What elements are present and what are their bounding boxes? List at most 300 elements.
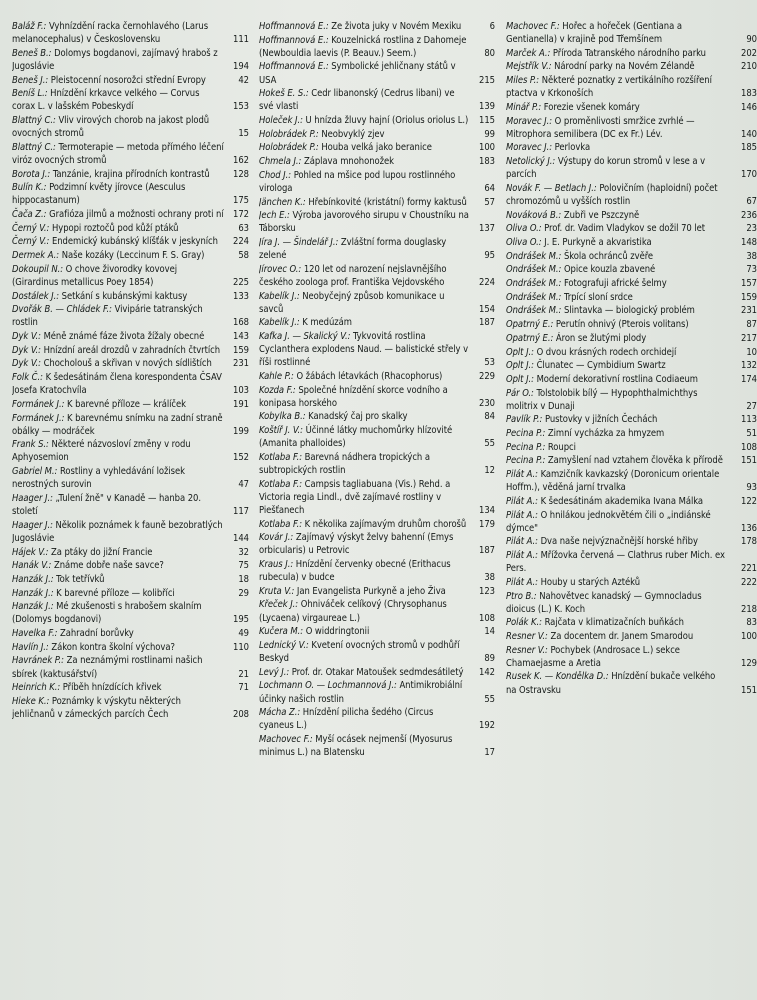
entry-page-number: 175 <box>233 195 249 207</box>
entry-author: Pilát A.: <box>506 536 538 548</box>
index-entry <box>12 290 253 303</box>
index-entry <box>12 344 253 357</box>
entry-author: Opatrný E.: <box>506 332 554 344</box>
entry-page-number: 42 <box>238 74 249 86</box>
entry-title: Zajímavý výskyt želvy bahenní (Emys orbicularis) u Petrovic <box>259 532 454 557</box>
index-entry <box>259 34 499 60</box>
entry-page-number: 159 <box>233 344 249 356</box>
entry-author: Holeček J.: <box>259 115 303 127</box>
entry-author: Havlín J.: <box>12 641 49 653</box>
entry-page-number: 179 <box>479 518 495 530</box>
index-entry <box>506 47 757 60</box>
entry-author: Kotlaba F.: <box>259 451 302 463</box>
entry-page-number: 38 <box>484 572 495 584</box>
entry-page-number: 199 <box>233 425 249 437</box>
index-entry <box>506 222 757 235</box>
entry-title: J. E. Purkyně a akvaristika <box>544 237 652 249</box>
entry-page-number: 47 <box>238 479 249 491</box>
entry-page-number: 192 <box>479 720 495 732</box>
entry-page-number: 154 <box>479 303 495 315</box>
entry-title: K několika zajímavým druhům chorošů <box>304 518 467 530</box>
index-entry <box>259 518 499 531</box>
entry-author: Chod J.: <box>259 169 292 181</box>
entry-title: O widdringtonii <box>305 626 370 638</box>
entry-title: Tok tetřívků <box>56 573 105 585</box>
entry-author: Křeček J.: <box>259 599 299 611</box>
entry-author: Haager J.: <box>12 519 53 531</box>
entry-author: Pavlík P.: <box>506 414 543 426</box>
entry-page-number: 187 <box>479 317 495 329</box>
entry-page-number: 90 <box>746 34 757 46</box>
entry-page-number: 117 <box>233 506 249 518</box>
entry-title: Hnízdění bukače velkého na Ostravsku <box>506 671 716 696</box>
index-entry <box>12 695 253 721</box>
entry-page-number: 32 <box>238 546 249 558</box>
entry-page-number: 231 <box>741 305 757 317</box>
entry-author: Oplt J.: <box>506 373 534 385</box>
index-entry <box>259 639 499 665</box>
entry-page-number: 148 <box>741 237 757 249</box>
index-entry <box>506 509 757 535</box>
index-entry <box>259 585 499 598</box>
entry-page-number: 55 <box>484 693 495 705</box>
entry-title: Cedr libanonský (Cedrus libani) ve své vlasti <box>259 88 455 113</box>
entry-author: Hoffmannová E.: <box>259 61 329 73</box>
entry-title: Tanzánie, krajina přírodních kontrastů <box>52 168 210 180</box>
entry-author: Pecina P.: <box>506 428 546 440</box>
index-entry <box>12 87 253 113</box>
entry-author: Haager J.: <box>12 492 53 504</box>
entry-page-number: 84 <box>484 411 495 423</box>
index-entry <box>259 169 499 195</box>
index-entry <box>259 370 499 383</box>
index-entry <box>259 451 499 477</box>
index-entry <box>506 263 757 276</box>
entry-author: Moravec J.: <box>506 115 553 127</box>
index-entry <box>259 330 499 369</box>
entry-title: Vliv virových chorob na jakost plodů ovocných stromů <box>12 115 210 140</box>
entry-author: Černý V.: <box>12 236 50 248</box>
entry-page-number: 218 <box>741 603 757 615</box>
entry-title: Moderní dekorativní rostlina Codiaeum <box>536 373 698 385</box>
entry-page-number: 170 <box>741 169 757 181</box>
entry-author: Blattný C.: <box>12 141 56 153</box>
entry-page-number: 27 <box>746 400 757 412</box>
entry-author: Hanzák J.: <box>12 573 54 585</box>
index-entry <box>506 318 757 331</box>
entry-page-number: 93 <box>746 482 757 494</box>
entry-title: Hypopi roztočů pod kůží ptáků <box>51 222 179 234</box>
index-entry <box>506 182 757 208</box>
entry-title: Za neznámými rostlinami našich sbírek (kaktusářství) <box>12 655 203 680</box>
entry-author: Resner V.: <box>506 644 548 656</box>
entry-author: Havelka F.: <box>12 628 58 640</box>
index-entry <box>506 413 757 426</box>
entry-author: Pilát A.: <box>506 509 538 521</box>
entry-author: Hokeš E. S.: <box>259 88 309 100</box>
entry-title: Za docentem dr. Janem Smarodou <box>550 631 694 642</box>
entry-title: U hnízda žluvy hajní (Oriolus oriolus L.) <box>305 115 469 127</box>
entry-title: Hnízdění krkavce velkého — Corvus corax L. v lašském Pobeskydí <box>12 88 200 113</box>
index-entry <box>12 600 253 626</box>
index-entry <box>259 155 499 168</box>
entry-author: Gabriel M.: <box>12 466 58 478</box>
entry-author: Dokoupil N.: <box>12 263 63 275</box>
index-entry <box>506 387 757 413</box>
entry-author: Dyk V.: <box>12 331 41 343</box>
index-entry <box>12 263 253 289</box>
entry-author: Beneš B.: <box>12 47 52 59</box>
entry-author: Kobylka B.: <box>259 411 306 423</box>
entry-page-number: 225 <box>233 276 249 288</box>
entry-page-number: 29 <box>238 587 249 599</box>
entry-title: Kouzelnická rostlina z Dahomeje (Newbouldia laevis (P. Beauv.) Seem.) <box>259 34 467 59</box>
entry-author: Pilát A.: <box>506 469 538 481</box>
entry-author: Marček A.: <box>506 47 551 59</box>
entry-author: Dostálek J.: <box>12 290 60 302</box>
entry-page-number: 23 <box>746 223 757 235</box>
entry-author: Mejstřík V.: <box>506 61 552 73</box>
index-entry <box>506 141 757 154</box>
entry-title: Barevná nádhera tropických a subtropických rostlin <box>259 451 430 476</box>
entry-title: Nahovětvec kanadský — Gymnocladus dioicus (L.) K. Koch <box>506 590 702 615</box>
entry-title: Rostliny a vyhledávání ložisek nerostných surovin <box>12 466 185 491</box>
entry-author: Havránek P.: <box>12 655 64 667</box>
entry-author: Mácha Z.: <box>259 707 301 719</box>
index-entry <box>12 559 253 572</box>
index-entry <box>259 290 499 316</box>
index-entry <box>506 346 757 359</box>
index-entry <box>259 531 499 557</box>
entry-author: Dyk V.: <box>12 344 41 356</box>
entry-page-number: 132 <box>741 360 757 372</box>
entry-author: Ondrášek M.: <box>506 250 562 262</box>
index-entry <box>12 168 253 181</box>
entry-page-number: 58 <box>238 250 249 262</box>
index-entry <box>12 141 253 167</box>
entry-author: Folk Č.: <box>12 372 43 384</box>
entry-page-number: 108 <box>741 441 757 453</box>
index-entry <box>506 549 757 575</box>
entry-page-number: 224 <box>479 276 495 288</box>
entry-page-number: 21 <box>238 668 249 680</box>
entry-page-number: 185 <box>741 142 757 154</box>
entry-author: Rusek K. — Kondělka D.: <box>506 671 609 683</box>
entry-title: Poznámky k výskytu některých jehličnanů v zámeckých parcích Čech <box>12 695 181 720</box>
entry-title: Méně známé fáze života žížaly obecné <box>43 331 205 343</box>
entry-page-number: 89 <box>484 653 495 665</box>
entry-title: O dvou krásných rodech orchidejí <box>536 346 677 358</box>
entry-title: Vyhnízdění racka černohlavého (Larus melanocephalus) v Československu <box>12 21 209 46</box>
entry-page-number: 14 <box>484 626 495 638</box>
entry-title: Hnízdění červenky obecné (Erithacus rubecula) v budce <box>259 559 451 584</box>
entry-author: Opatrný E.: <box>506 319 554 331</box>
entry-title: Campsis tagliabuana (Vis.) Rehd. a Victoria regia Lindl., dvě zajímavé rostliny v Piešťanech <box>259 478 451 516</box>
entry-page-number: 99 <box>484 128 495 140</box>
index-entry <box>12 303 253 329</box>
index-entry <box>12 654 253 680</box>
entry-author: Hanzák J.: <box>12 601 54 613</box>
index-entry <box>259 679 499 705</box>
entry-page-number: 153 <box>233 101 249 113</box>
entry-author: Kruta V.: <box>259 585 295 597</box>
index-entry <box>12 181 253 207</box>
entry-title: Mé zkušenosti s hrabošem skalním (Dolomys bogdanovi) <box>12 601 202 626</box>
entry-page-number: 143 <box>233 331 249 343</box>
entry-author: Kučera M.: <box>259 626 304 638</box>
entry-author: Dermek A.: <box>12 250 60 262</box>
entry-author: Pecina P.: <box>506 455 546 467</box>
entry-page-number: 172 <box>233 209 249 221</box>
entry-author: Moravec J.: <box>506 142 553 154</box>
entry-author: Miles P.: <box>506 75 540 87</box>
entry-page-number: 71 <box>238 682 249 694</box>
index-entry <box>259 384 499 410</box>
entry-page-number: 87 <box>746 319 757 331</box>
index-entry <box>259 263 499 289</box>
entry-page-number: 194 <box>233 60 249 72</box>
entry-page-number: 215 <box>479 74 495 86</box>
entry-title: Některé názvosloví změny v rodu Aphyosemion <box>12 439 191 464</box>
entry-title: K barevné příloze — králíček <box>67 398 186 410</box>
entry-title: Setkání s kubánskými kaktusy <box>61 290 188 302</box>
index-entry <box>259 598 499 624</box>
entry-author: Pilát A.: <box>506 495 538 507</box>
index-entry <box>259 128 499 141</box>
entry-author: Lednický V.: <box>259 639 309 651</box>
index-entry <box>506 155 757 181</box>
entry-author: Kabelík J.: <box>259 317 300 329</box>
entry-title: Pleistocenní nosorožci střední Evropy <box>50 74 206 86</box>
index-entry <box>506 60 757 73</box>
index-entry <box>259 706 499 732</box>
entry-page-number: 108 <box>479 612 495 624</box>
index-entry <box>12 546 253 559</box>
entry-page-number: 144 <box>233 532 249 544</box>
entry-author: Ondrášek M.: <box>506 278 562 290</box>
entry-title: Mřížovka červená — Clathrus ruber Mich. ex Pers. <box>506 550 725 575</box>
index-entry <box>506 20 757 46</box>
entry-title: Polovičním (haploidní) počet chromozómů u vyšších rostlin <box>506 182 718 207</box>
index-entry <box>506 373 757 386</box>
entry-title: Slintavka — biologický problém <box>563 305 695 317</box>
entry-title: Symbolické jehličnany států v USA <box>259 61 456 86</box>
index-entry <box>12 587 253 600</box>
entry-title: Za ptáky do jižní Francie <box>51 546 153 558</box>
entry-page-number: 80 <box>484 47 495 59</box>
entry-page-number: 157 <box>741 278 757 290</box>
entry-author: Borota J.: <box>12 168 51 180</box>
entry-page-number: 73 <box>746 264 757 276</box>
entry-author: Pár O.: <box>506 387 534 399</box>
entry-page-number: 231 <box>233 358 249 370</box>
entry-author: Kotlaba F.: <box>259 518 302 530</box>
entry-page-number: 236 <box>741 209 757 221</box>
entry-title: Áron se žlutými plody <box>555 332 647 344</box>
entry-author: Dyk V.: <box>12 358 41 370</box>
entry-title: K šedesátinám člena korespondenta ČSAV Josefa Kratochvíla <box>12 372 222 397</box>
index-entry <box>12 20 253 46</box>
entry-title: Neobyčejný způsob komunikace u savců <box>259 290 445 315</box>
entry-page-number: 103 <box>233 385 249 397</box>
entry-author: Resner V.: <box>506 631 548 642</box>
entry-page-number: 111 <box>233 34 249 46</box>
entry-author: Kozda F.: <box>259 384 296 396</box>
entry-page-number: 151 <box>741 455 757 467</box>
index-entry <box>506 332 757 345</box>
entry-title: Perutín ohnivý (Pterois volitans) <box>555 319 689 331</box>
entry-title: O proměnlivosti smržice zvrhlé — Mitrophora semilibera (DC ex Fr.) Lév. <box>506 115 695 140</box>
entry-title: O chove živorodky kovovej (Girardinus metallicus Poey 1854) <box>12 263 177 288</box>
entry-page-number: 217 <box>741 332 757 344</box>
index-entry <box>506 535 757 548</box>
index-entry <box>12 74 253 87</box>
entry-author: Oliva O.: <box>506 223 542 235</box>
index-column-1 <box>12 20 253 1000</box>
entry-title: Kamzičník kavkazský (Doronicum orientale Hoffm.), věděná jarní trvalka <box>506 469 720 494</box>
entry-author: Hájek V.: <box>12 546 49 558</box>
entry-page-number: 64 <box>484 182 495 194</box>
entry-author: Baláž F.: <box>12 21 47 32</box>
index-entry <box>506 644 757 670</box>
entry-page-number: 83 <box>746 617 757 629</box>
entry-page-number: 183 <box>479 156 495 168</box>
entry-title: K šedesátinám akademika Ivana Málka <box>540 495 704 507</box>
entry-title: Termoterapie — metoda přímého léčení viróz ovocných stromů <box>12 141 224 166</box>
index-entry <box>259 478 499 517</box>
entry-author: Lochmann O. — Lochmannová J.: <box>259 680 397 692</box>
index-entry <box>12 371 253 397</box>
index-entry <box>12 222 253 235</box>
entry-page-number: 123 <box>479 585 495 597</box>
entry-page-number: 137 <box>479 223 495 235</box>
entry-author: Kotlaba F.: <box>259 478 302 490</box>
entry-page-number: 174 <box>741 373 757 385</box>
entry-page-number: 187 <box>479 545 495 557</box>
entry-title: Příběh hnízdících křivek <box>62 682 162 694</box>
index-entry <box>506 209 757 222</box>
index-entry <box>12 492 253 518</box>
entry-page-number: 67 <box>746 195 757 207</box>
entry-title: Kanadský čaj pro skalky <box>308 411 408 423</box>
entry-title: Naše kozáky (Leccinum F. S. Gray) <box>61 250 205 262</box>
entry-title: Perlovka <box>554 142 591 154</box>
index-entry <box>506 590 757 616</box>
entry-author: Bulín K.: <box>12 182 47 194</box>
index-entry <box>12 412 253 438</box>
index-entry <box>12 47 253 73</box>
entry-title: Grafióza jilmů a možnosti ochrany proti ní <box>49 209 224 221</box>
entry-author: Oplt J.: <box>506 346 534 358</box>
entry-title: Ze života juky v Novém Mexiku <box>331 21 462 32</box>
entry-title: Rajčata v klimatizačních buňkách <box>544 617 684 629</box>
index-entry <box>259 236 499 262</box>
entry-page-number: 159 <box>741 291 757 303</box>
entry-page-number: 95 <box>484 250 495 262</box>
entry-author: Ondrášek M.: <box>506 305 562 317</box>
entry-page-number: 142 <box>479 666 495 678</box>
entry-page-number: 230 <box>479 397 495 409</box>
entry-title: K medúzám <box>302 317 352 329</box>
entry-title: Zimní vycházka za hmyzem <box>547 428 665 440</box>
index-entry <box>12 573 253 586</box>
entry-page-number: 57 <box>484 196 495 208</box>
index-entry <box>506 74 757 100</box>
entry-title: Prof. dr. Vadim Vladykov se dožil 70 let <box>544 223 706 235</box>
index-entry <box>12 235 253 248</box>
index-entry <box>12 398 253 411</box>
entry-author: Hoffmannová E.: <box>259 34 329 46</box>
index-entry <box>259 666 499 679</box>
entry-page-number: 110 <box>233 641 249 653</box>
entry-author: Ptro B.: <box>506 590 537 602</box>
entry-page-number: 134 <box>479 504 495 516</box>
entry-author: Kabelík J.: <box>259 290 300 302</box>
entry-title: Zvláštní forma douglasky zelené <box>259 237 447 262</box>
entry-author: Koštíř J. V.: <box>259 425 303 437</box>
index-entry <box>259 209 499 235</box>
entry-author: Jíra J. — Šindelář J.: <box>259 237 339 249</box>
entry-author: Heinrich K.: <box>12 682 61 694</box>
entry-title: Chocholouš a skřivan v nových sídlištích <box>43 358 212 370</box>
entry-title: Houby u starých Aztéků <box>540 576 640 588</box>
entry-page-number: 53 <box>484 357 495 369</box>
entry-title: Hnízdní areál drozdů v zahradních čtvrtích <box>43 344 221 356</box>
index-entry <box>506 250 757 263</box>
entry-author: Machovec F.: <box>506 21 560 32</box>
entry-page-number: 222 <box>741 576 757 588</box>
index-entry <box>506 468 757 494</box>
entry-page-number: 17 <box>484 747 495 759</box>
index-entry <box>506 277 757 290</box>
entry-page-number: 75 <box>238 560 249 572</box>
index-entry <box>12 681 253 694</box>
entry-author: Chmela J.: <box>259 156 302 168</box>
entry-author: Kovár J.: <box>259 532 294 544</box>
entry-page-number: 55 <box>484 438 495 450</box>
index-entry <box>259 196 499 209</box>
index-entry <box>506 101 757 114</box>
entry-title: Myší ocásek nejmenší (Myosurus minimus L.) na Blatensku <box>259 733 453 759</box>
entry-title: Roupci <box>547 441 576 453</box>
entry-author: Nováková B.: <box>506 209 562 221</box>
entry-title: Společné hnízdění skorce vodního a konipasa horského <box>259 384 448 409</box>
entry-title: Prof. dr. Otakar Matoušek sedmdesátiletý <box>291 666 464 678</box>
entry-title: Tolstolobik bílý — Hypophthalmichthys molitrix v Dunaji <box>506 387 698 412</box>
entry-page-number: 129 <box>741 657 757 669</box>
entry-author: Kahle P.: <box>259 370 294 382</box>
entry-page-number: 208 <box>233 708 249 720</box>
index-entry <box>506 576 757 589</box>
entry-author: Oplt J.: <box>506 360 534 372</box>
entry-title: Zákon kontra školní výchova? <box>51 641 175 653</box>
index-entry <box>12 357 253 370</box>
entry-author: Holobrádek P.: <box>259 142 319 154</box>
entry-author: Kafka J. — Skalický V.: <box>259 331 351 343</box>
entry-page-number: 12 <box>484 464 495 476</box>
entry-author: Novák F. — Betlach J.: <box>506 182 597 194</box>
index-entry <box>12 330 253 343</box>
index-entry <box>259 114 499 127</box>
entry-title: Člunatec — Cymbidium Swartz <box>536 360 666 372</box>
entry-page-number: 100 <box>479 142 495 154</box>
entry-author: Blattný C.: <box>12 115 56 127</box>
entry-title: „Tulení žně" v Kanadě — hanba 20. století <box>12 492 201 518</box>
entry-author: Jírovec O.: <box>259 263 302 275</box>
entry-page-number: 49 <box>238 628 249 640</box>
index-entry <box>259 87 499 113</box>
index-entry <box>259 424 499 450</box>
